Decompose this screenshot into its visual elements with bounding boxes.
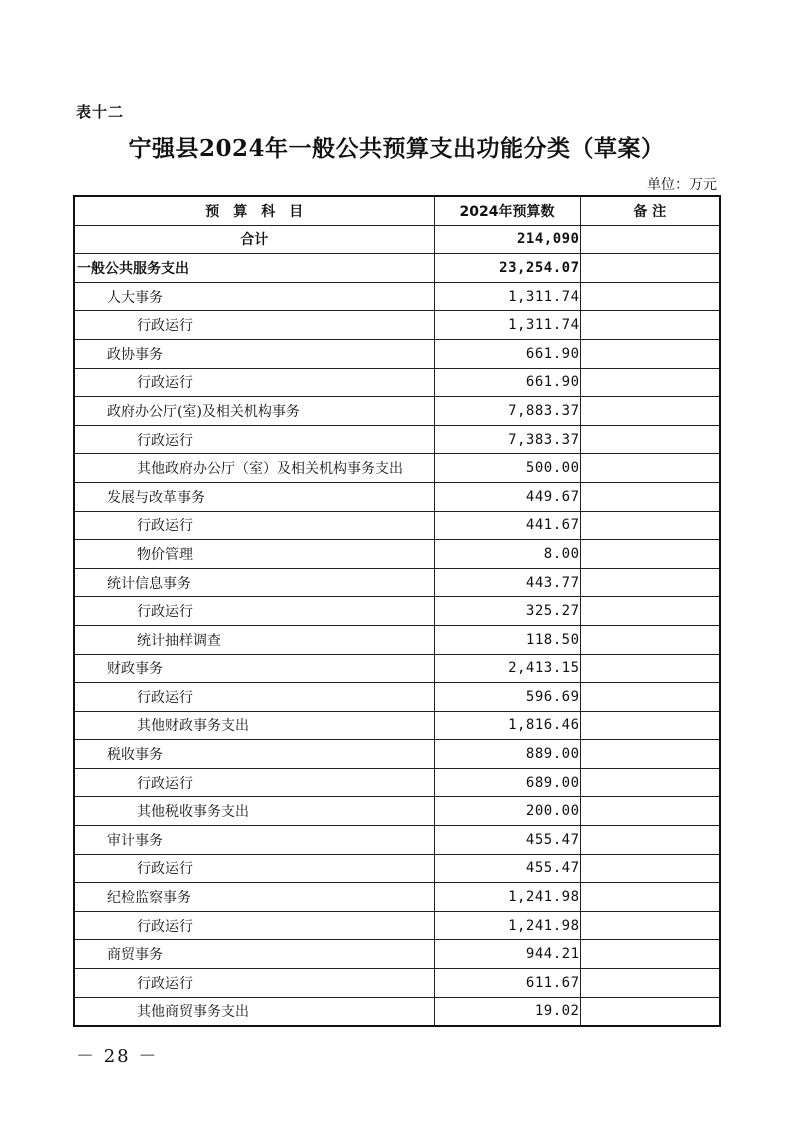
- row-amount: 449.67: [434, 482, 580, 511]
- row-subject: 政协事务: [74, 339, 434, 368]
- row-amount: 1,311.74: [434, 282, 580, 311]
- row-subject: 人大事务: [74, 282, 434, 311]
- row-subject: 纪检监察事务: [74, 883, 434, 912]
- row-note: [580, 854, 720, 883]
- header-note: 备 注: [580, 196, 720, 225]
- row-subject: 物价管理: [74, 540, 434, 569]
- row-amount: 441.67: [434, 511, 580, 540]
- row-amount: 944.21: [434, 940, 580, 969]
- table-row: [74, 282, 720, 311]
- row-subject: 政府办公厅(室)及相关机构事务: [74, 397, 434, 426]
- row-amount: 2,413.15: [434, 654, 580, 683]
- row-subject: 其他财政事务支出: [74, 711, 434, 740]
- row-subject: 其他商贸事务支出: [74, 997, 434, 1026]
- row-amount: 118.50: [434, 625, 580, 654]
- row-subject: 审计事务: [74, 826, 434, 855]
- table-row: [74, 454, 720, 483]
- row-note: [580, 568, 720, 597]
- row-amount: 1,241.98: [434, 883, 580, 912]
- row-amount: 7,883.37: [434, 397, 580, 426]
- table-row: [74, 711, 720, 740]
- row-subject: 行政运行: [74, 425, 434, 454]
- table-row: [74, 482, 720, 511]
- table-row: [74, 597, 720, 626]
- row-note: [580, 339, 720, 368]
- row-subject: 行政运行: [74, 911, 434, 940]
- row-subject: 行政运行: [74, 368, 434, 397]
- row-subject: 行政运行: [74, 683, 434, 712]
- table-row: [74, 425, 720, 454]
- row-subject: 行政运行: [74, 969, 434, 998]
- table-row: [74, 740, 720, 769]
- row-note: [580, 797, 720, 826]
- table-row: [74, 911, 720, 940]
- row-note: [580, 425, 720, 454]
- row-amount: 1,311.74: [434, 311, 580, 340]
- row-note: [580, 768, 720, 797]
- row-note: [580, 311, 720, 340]
- row-note: [580, 454, 720, 483]
- row-amount: 596.69: [434, 683, 580, 712]
- row-amount: 214,090: [434, 225, 580, 254]
- row-subject: 行政运行: [74, 311, 434, 340]
- row-note: [580, 940, 720, 969]
- table-row: [74, 797, 720, 826]
- row-amount: 23,254.07: [434, 254, 580, 283]
- row-note: [580, 997, 720, 1026]
- row-amount: 1,241.98: [434, 911, 580, 940]
- row-amount: 325.27: [434, 597, 580, 626]
- table-label: 表十二: [76, 103, 125, 121]
- row-subject: 发展与改革事务: [74, 482, 434, 511]
- row-subject: 行政运行: [74, 854, 434, 883]
- row-subject: 统计抽样调查: [74, 625, 434, 654]
- page-number: － 28 －: [76, 1046, 159, 1067]
- row-note: [580, 368, 720, 397]
- table-row: [74, 940, 720, 969]
- row-amount: 611.67: [434, 969, 580, 998]
- budget-table: [73, 195, 721, 1027]
- header-amount: 2024年预算数: [434, 196, 580, 225]
- table-row: [74, 625, 720, 654]
- row-amount: 455.47: [434, 854, 580, 883]
- table-row: [74, 654, 720, 683]
- row-note: [580, 683, 720, 712]
- row-note: [580, 597, 720, 626]
- table-row: [74, 683, 720, 712]
- row-subject: 行政运行: [74, 768, 434, 797]
- row-note: [580, 254, 720, 283]
- row-note: [580, 511, 720, 540]
- table-row: [74, 540, 720, 569]
- table-row: [74, 854, 720, 883]
- table-row: [74, 969, 720, 998]
- row-note: [580, 740, 720, 769]
- row-amount: 455.47: [434, 826, 580, 855]
- row-note: [580, 225, 720, 254]
- row-note: [580, 654, 720, 683]
- row-amount: 8.00: [434, 540, 580, 569]
- row-subject: 统计信息事务: [74, 568, 434, 597]
- row-note: [580, 397, 720, 426]
- table-row: [74, 397, 720, 426]
- row-amount: 661.90: [434, 368, 580, 397]
- row-subject: 商贸事务: [74, 940, 434, 969]
- table-row: [74, 826, 720, 855]
- page-title: 宁强县2024年一般公共预算支出功能分类（草案）: [128, 135, 665, 162]
- row-note: [580, 540, 720, 569]
- row-amount: 689.00: [434, 768, 580, 797]
- row-amount: 200.00: [434, 797, 580, 826]
- row-amount: 7,383.37: [434, 425, 580, 454]
- row-note: [580, 711, 720, 740]
- row-amount: 500.00: [434, 454, 580, 483]
- unit-label: 单位：万元: [647, 177, 717, 193]
- row-note: [580, 482, 720, 511]
- row-subject: 税收事务: [74, 740, 434, 769]
- row-note: [580, 969, 720, 998]
- table-header-row: [74, 196, 720, 225]
- row-amount: 443.77: [434, 568, 580, 597]
- row-note: [580, 911, 720, 940]
- table-row: [74, 768, 720, 797]
- table-row: [74, 225, 720, 254]
- row-note: [580, 826, 720, 855]
- row-subject: 其他政府办公厅（室）及相关机构事务支出: [74, 454, 434, 483]
- table-row: [74, 883, 720, 912]
- row-subject: 财政事务: [74, 654, 434, 683]
- row-subject: 一般公共服务支出: [74, 254, 434, 283]
- row-amount: 661.90: [434, 339, 580, 368]
- table-row: [74, 568, 720, 597]
- table-body: [74, 225, 720, 1026]
- table-row: [74, 254, 720, 283]
- row-amount: 1,816.46: [434, 711, 580, 740]
- row-subject: 行政运行: [74, 511, 434, 540]
- row-note: [580, 883, 720, 912]
- table-row: [74, 511, 720, 540]
- table-row: [74, 339, 720, 368]
- row-amount: 889.00: [434, 740, 580, 769]
- row-subject: 行政运行: [74, 597, 434, 626]
- header-subject: 预 算 科 目: [74, 196, 434, 225]
- table-row: [74, 997, 720, 1026]
- row-subject: 合计: [74, 225, 434, 254]
- row-note: [580, 625, 720, 654]
- row-amount: 19.02: [434, 997, 580, 1026]
- row-subject: 其他税收事务支出: [74, 797, 434, 826]
- row-note: [580, 282, 720, 311]
- table-row: [74, 368, 720, 397]
- table-row: [74, 311, 720, 340]
